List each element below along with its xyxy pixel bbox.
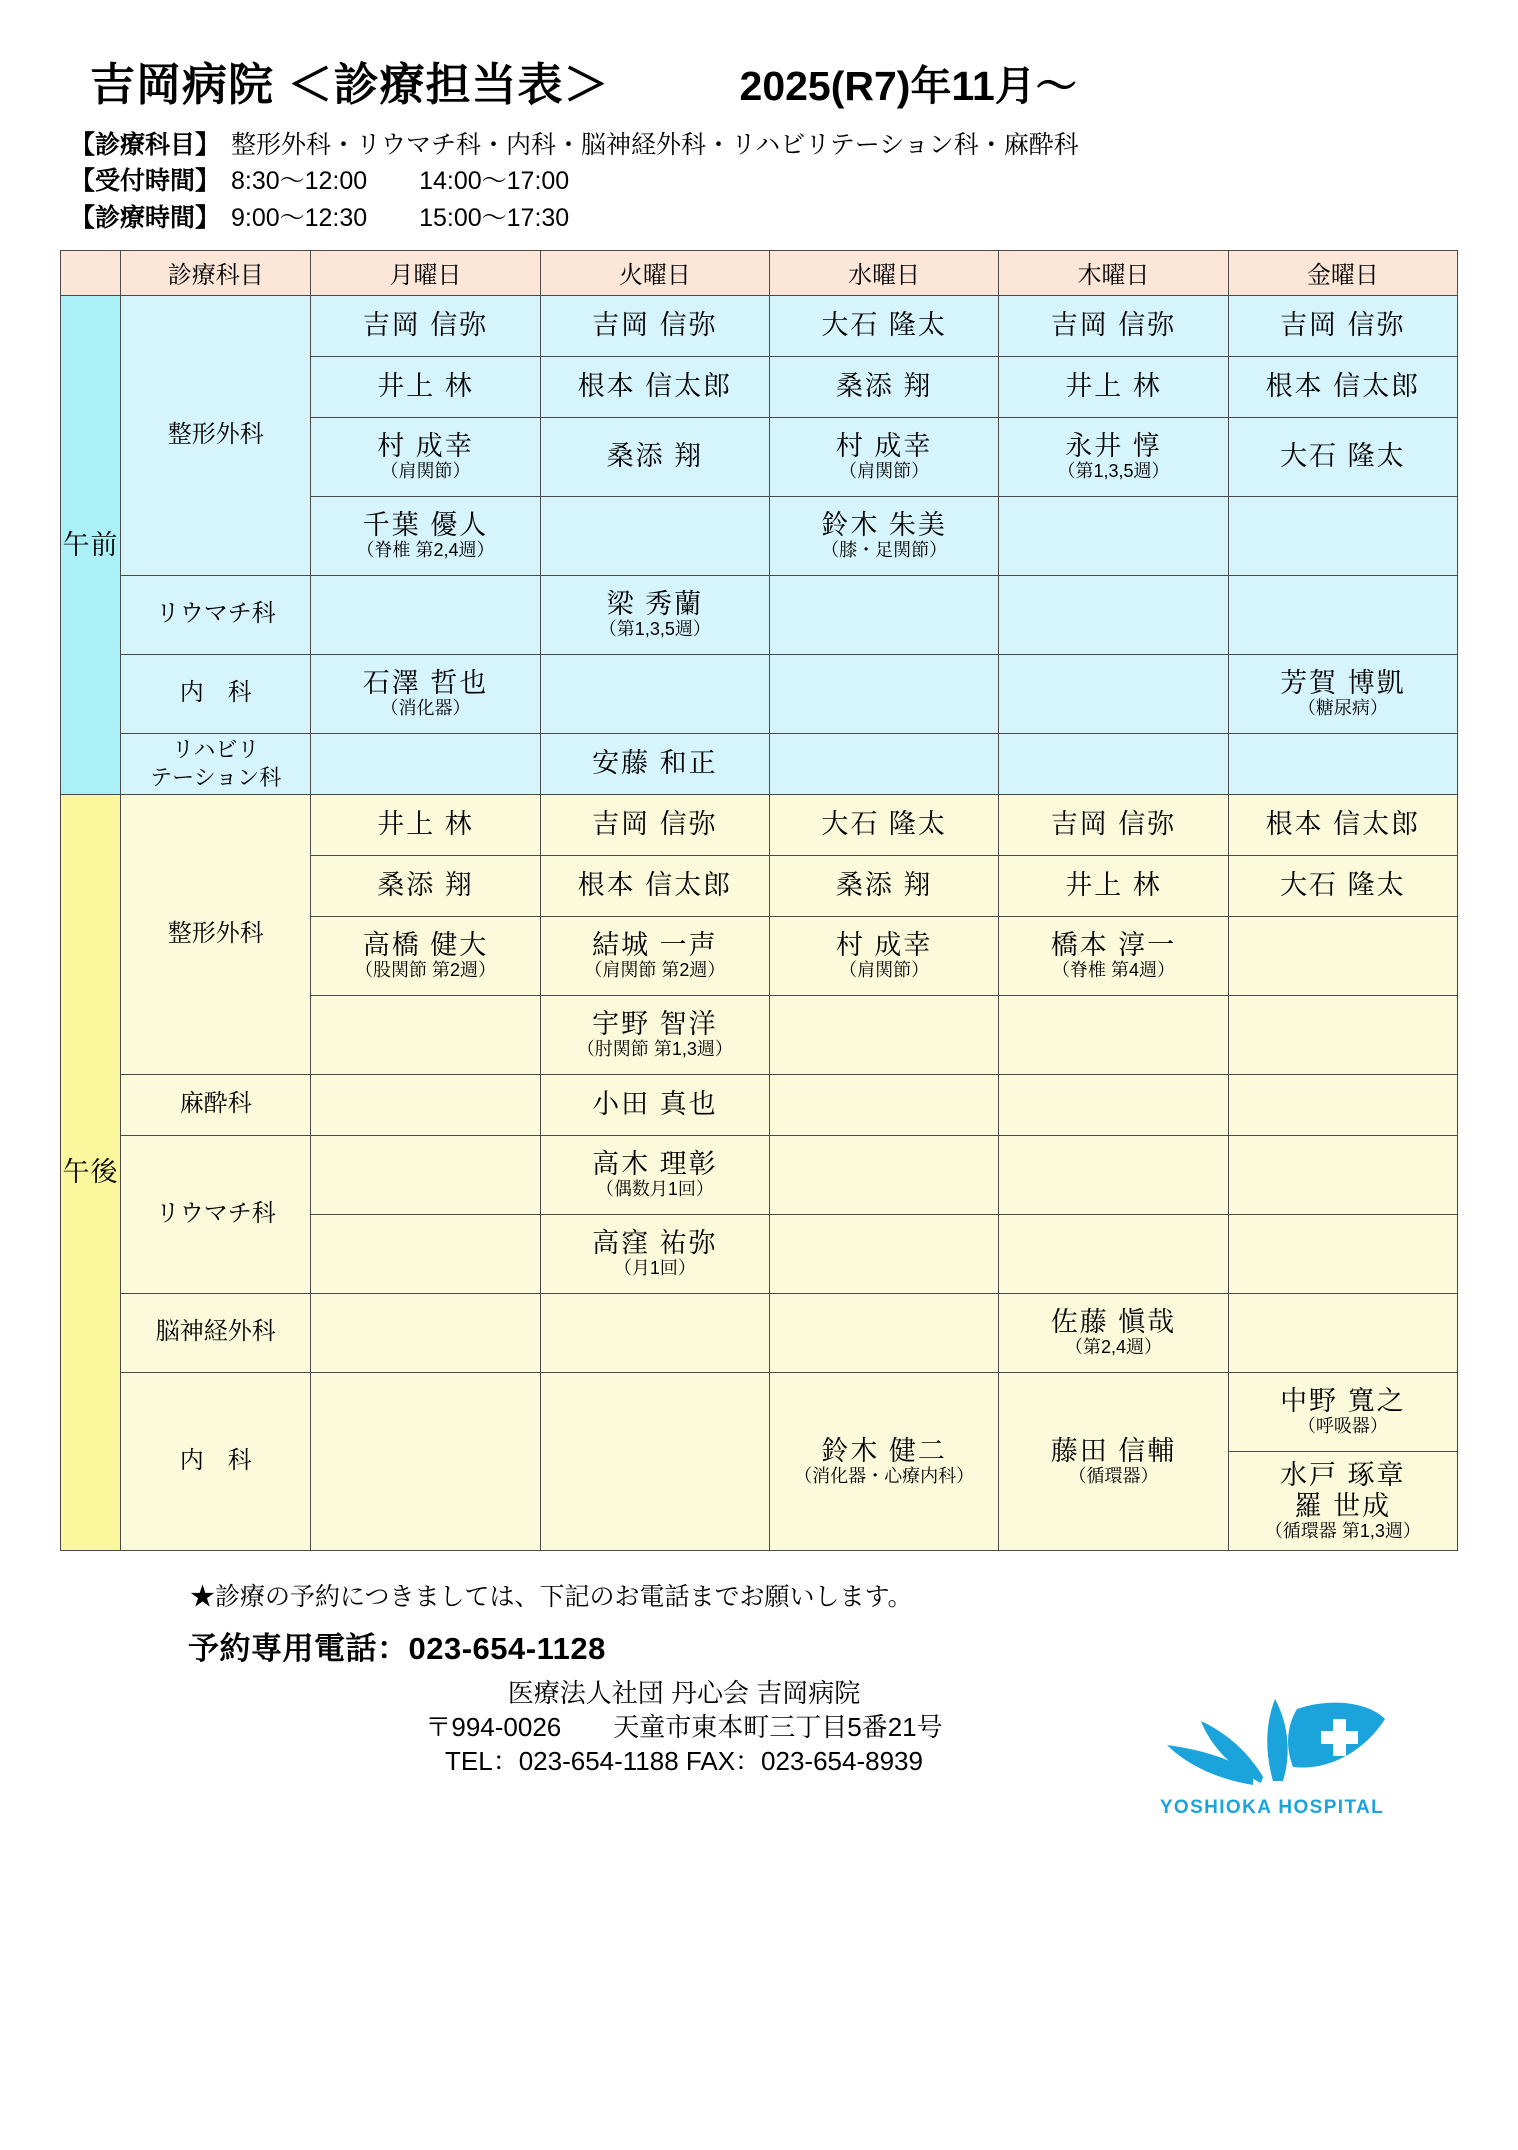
cell-wed: [770, 575, 999, 654]
doctor-name: 村 成幸: [835, 431, 933, 462]
doctor-name: 井上 林: [377, 809, 474, 840]
header-friday: 金曜日: [1228, 250, 1457, 295]
cell-tue: [540, 654, 769, 733]
doctor-name: 吉岡 信弥: [1050, 310, 1177, 341]
cell-fri: [1228, 575, 1457, 654]
cell-tue: [540, 855, 769, 916]
doctor-note: （呼吸器）: [1297, 1416, 1388, 1437]
doctor-name: 根本 信太郎: [577, 870, 733, 901]
info-value: 整形外科・リウマチ科・内科・脳神経外科・リハビリテーション科・麻酔科: [230, 131, 1079, 159]
cell-fri: [1228, 1135, 1457, 1214]
doctor-name: 桑添 翔: [835, 371, 933, 402]
doctor-name: 橋本 淳一: [1050, 930, 1177, 961]
cell-wed: [770, 1135, 999, 1214]
cell-mon: [311, 654, 540, 733]
doctor-name: 永井 惇: [1065, 431, 1162, 462]
cell-thu: [999, 356, 1228, 417]
doctor-name: 大石 隆太: [1280, 870, 1406, 901]
info-line-departments: [70, 127, 1458, 163]
cell-mon: [311, 733, 540, 794]
info-label: 【診療時間】: [70, 203, 221, 232]
doctor-name: 鈴木 健二: [821, 1435, 947, 1466]
doctor-name: 安藤 和正: [592, 748, 718, 779]
info-value: 9:00〜12:30: [230, 203, 368, 232]
doctor-note: （肩関節 第2週）: [584, 960, 726, 981]
table-header-row: [61, 250, 1458, 295]
cell-tue: [540, 1372, 769, 1550]
doctor-name: 桑添 翔: [606, 441, 704, 472]
cell-fri: [1228, 654, 1457, 733]
cell-wed: [770, 855, 999, 916]
cell-thu: [999, 496, 1228, 575]
doctor-note: （月1回）: [613, 1258, 696, 1279]
cell-mon: [311, 1214, 540, 1293]
cell-tue: [540, 995, 769, 1074]
cell-thu: [999, 1293, 1228, 1372]
doctor-name: 大石 隆太: [821, 809, 947, 840]
schedule-table: [60, 250, 1458, 1551]
cell-fri: [1228, 1451, 1457, 1550]
cell-mon: [311, 356, 540, 417]
cell-fri: [1228, 916, 1457, 995]
cell-wed: [770, 1372, 999, 1550]
doctor-name: 井上 林: [1065, 870, 1162, 901]
doctor-name: 井上 林: [377, 371, 474, 402]
doctor-name: 大石 隆太: [1280, 441, 1406, 472]
table-row: [61, 295, 1458, 356]
info-line-reception: [70, 163, 1458, 199]
doctor-name-second: 羅 世成: [1294, 1490, 1392, 1521]
doctor-name: 佐藤 愼哉: [1050, 1307, 1177, 1338]
header-tuesday: 火曜日: [540, 250, 769, 295]
header-blank: [61, 250, 121, 295]
doctor-name: 水戸 琢章: [1280, 1459, 1406, 1490]
cell-tue: [540, 794, 769, 855]
doctor-note: （偶数月1回）: [595, 1179, 714, 1200]
doctor-name: 藤田 信輔: [1050, 1435, 1177, 1466]
cell-fri: [1228, 1293, 1457, 1372]
doctor-name: 小田 真也: [592, 1089, 718, 1120]
table-row: [61, 1372, 1458, 1451]
doctor-name: 井上 林: [1065, 371, 1162, 402]
doctor-name: 千葉 優人: [362, 510, 489, 541]
cell-fri: [1228, 417, 1457, 496]
cell-wed: [770, 794, 999, 855]
doctor-note: （肘関節 第1,3週）: [576, 1039, 733, 1060]
table-row: [61, 1135, 1458, 1214]
doctor-name: 結城 一声: [592, 930, 718, 961]
organization-name: 医療法人社団 丹心会 吉岡病院: [507, 1677, 861, 1708]
cell-wed: [770, 1293, 999, 1372]
cell-tue: [540, 356, 769, 417]
table-row: [61, 733, 1458, 794]
cell-mon: [311, 575, 540, 654]
cell-thu: [999, 417, 1228, 496]
cell-fri: [1228, 295, 1457, 356]
dept-label-rehab-am: [121, 733, 311, 794]
dept-label-neuro-pm: 脳神経外科: [121, 1293, 311, 1372]
dept-label-rheuma-am: リウマチ科: [121, 575, 311, 654]
table-row: [61, 794, 1458, 855]
period-label-am: [61, 295, 121, 794]
doctor-name: 梁 秀蘭: [606, 589, 704, 620]
table-row: [61, 654, 1458, 733]
table-row: [61, 575, 1458, 654]
doctor-name: 石澤 哲也: [362, 668, 489, 699]
doctor-name: 根本 信太郎: [577, 371, 733, 402]
cell-mon: [311, 1135, 540, 1214]
cell-tue: [540, 1135, 769, 1214]
cell-mon: [311, 916, 540, 995]
cell-mon: [311, 295, 540, 356]
cell-fri: [1228, 356, 1457, 417]
cell-wed: [770, 356, 999, 417]
tel-fax-line: TEL：023-654-1188 FAX：023-654-8939: [445, 1746, 923, 1777]
cell-tue: [540, 733, 769, 794]
doctor-name: 吉岡 信弥: [1280, 310, 1406, 341]
dept-label-rehab-line1: リハビリ: [172, 737, 260, 763]
cell-wed: [770, 1214, 999, 1293]
cell-fri: [1228, 995, 1457, 1074]
cell-thu: [999, 794, 1228, 855]
cell-wed: [770, 295, 999, 356]
cell-tue: [540, 295, 769, 356]
cell-tue: [540, 1293, 769, 1372]
cell-mon: [311, 995, 540, 1074]
doctor-note: （循環器 第1,3週）: [1264, 1521, 1421, 1542]
doctor-name: 根本 信太郎: [1265, 809, 1421, 840]
doctor-note: （脊椎 第2,4週）: [356, 540, 495, 561]
doctor-name: 大石 隆太: [821, 310, 947, 341]
cell-thu: [999, 575, 1228, 654]
table-row: [61, 1293, 1458, 1372]
dept-label-internal-pm: 内 科: [121, 1372, 311, 1550]
cell-wed: [770, 654, 999, 733]
cell-fri: [1228, 855, 1457, 916]
cell-tue: [540, 575, 769, 654]
cell-fri: [1228, 1214, 1457, 1293]
dept-label-anesthesia-pm: 麻酔科: [121, 1074, 311, 1135]
cell-thu: [999, 1372, 1228, 1550]
doctor-name: 芳賀 博凱: [1280, 668, 1406, 699]
table-body: [61, 295, 1458, 1550]
doctor-note: （肩関節）: [839, 461, 930, 482]
period-label-am-text: 午前: [62, 529, 119, 560]
doctor-note: （循環器）: [1068, 1465, 1159, 1486]
cell-thu: [999, 1214, 1228, 1293]
doctor-note: （肩関節）: [380, 461, 471, 482]
reservation-note: ★診療の予約につきましては、下記のお電話までお願いします。: [190, 1582, 913, 1611]
info-label: 【診療科目】: [70, 131, 221, 159]
cell-tue: [540, 1214, 769, 1293]
doctor-note: （膝・足関節）: [821, 540, 948, 561]
postal-address: 〒994-0026 天童市東本町三丁目5番21号: [425, 1712, 943, 1743]
cell-tue: [540, 916, 769, 995]
dept-label-internal-am: 内 科: [121, 654, 311, 733]
cell-thu: [999, 733, 1228, 794]
dept-label-ortho-am: 整形外科: [121, 295, 311, 575]
logo-mark: [1157, 1693, 1387, 1793]
doctor-name: 吉岡 信弥: [592, 310, 718, 341]
hospital-logo: [1142, 1693, 1402, 1819]
cell-wed: [770, 916, 999, 995]
cell-wed: [770, 496, 999, 575]
doctor-name: 高窪 祐弥: [592, 1228, 718, 1259]
cell-wed: [770, 733, 999, 794]
leaf-cross-logo-icon: [1157, 1693, 1387, 1793]
doctor-name: 高橋 健大: [362, 930, 489, 961]
page-title: 吉岡病院 ＜診療担当表＞: [90, 59, 610, 110]
doctor-name: 高木 理彰: [592, 1149, 718, 1180]
dept-label-rheuma-pm: リウマチ科: [121, 1135, 311, 1293]
page-header: [60, 48, 1458, 113]
page-footer: [60, 1577, 1458, 1827]
cell-fri: [1228, 1372, 1457, 1451]
doctor-name: 吉岡 信弥: [1050, 809, 1177, 840]
cell-tue: [540, 1074, 769, 1135]
cell-wed: [770, 417, 999, 496]
doctor-note: （糖尿病）: [1297, 698, 1388, 719]
cell-thu: [999, 654, 1228, 733]
doctor-note: （股関節 第2週）: [355, 960, 497, 981]
cell-mon: [311, 1074, 540, 1135]
cell-thu: [999, 855, 1228, 916]
cell-thu: [999, 995, 1228, 1074]
doctor-note: （脊椎 第4週）: [1051, 960, 1175, 981]
cell-mon: [311, 1372, 540, 1550]
doctor-name: 吉岡 信弥: [362, 310, 489, 341]
header-thursday: 木曜日: [999, 250, 1228, 295]
cell-mon: [311, 794, 540, 855]
doctor-name: 桑添 翔: [377, 870, 474, 901]
info-value-second: 14:00〜17:00: [419, 167, 570, 196]
header-department: 診療科目: [121, 250, 311, 295]
info-value-second: 15:00〜17:30: [419, 203, 570, 232]
cell-thu: [999, 1135, 1228, 1214]
reservation-phone: 予約専用電話：023-654-1128: [188, 1630, 606, 1666]
doctor-name: 中野 寬之: [1280, 1386, 1406, 1417]
doctor-note: （消化器・心療内科）: [794, 1465, 975, 1486]
period-label-pm-text: 午後: [62, 1157, 119, 1188]
cell-mon: [311, 496, 540, 575]
info-value: 8:30〜12:00: [230, 167, 368, 196]
cell-fri: [1228, 794, 1457, 855]
doctor-note: （肩関節）: [839, 960, 930, 981]
cell-mon: [311, 855, 540, 916]
doctor-name: 鈴木 朱美: [821, 510, 947, 541]
doctor-name: 宇野 智洋: [592, 1009, 718, 1040]
cell-thu: [999, 1074, 1228, 1135]
cell-wed: [770, 1074, 999, 1135]
info-block: [60, 127, 1458, 236]
cell-fri: [1228, 496, 1457, 575]
doctor-name: 村 成幸: [835, 930, 933, 961]
doctor-note: （第1,3,5週）: [1057, 461, 1170, 482]
dept-label-ortho-pm: 整形外科: [121, 794, 311, 1074]
cell-fri: [1228, 1074, 1457, 1135]
dept-label-rehab-line2: テーション科: [150, 764, 282, 790]
doctor-name: 根本 信太郎: [1265, 371, 1421, 402]
table-row: [61, 1074, 1458, 1135]
cell-tue: [540, 417, 769, 496]
period-label-pm: [61, 794, 121, 1550]
doctor-note: （第1,3,5週）: [598, 619, 711, 640]
info-label: 【受付時間】: [70, 167, 221, 196]
doctor-note: （消化器）: [380, 698, 471, 719]
cell-mon: [311, 417, 540, 496]
cell-wed: [770, 995, 999, 1074]
cell-thu: [999, 916, 1228, 995]
cell-tue: [540, 496, 769, 575]
period-title: 2025(R7)年11月〜: [739, 63, 1077, 109]
doctor-name: 桑添 翔: [835, 870, 933, 901]
header-monday: 月曜日: [311, 250, 540, 295]
cell-thu: [999, 295, 1228, 356]
logo-text: YOSHIOKA HOSPITAL: [1159, 1796, 1385, 1818]
info-line-consultation: [70, 200, 1458, 236]
doctor-note: （第2,4週）: [1064, 1337, 1162, 1358]
cell-mon: [311, 1293, 540, 1372]
doctor-name: 吉岡 信弥: [592, 809, 718, 840]
doctor-name: 村 成幸: [377, 431, 474, 462]
header-wednesday: 水曜日: [770, 250, 999, 295]
cell-fri: [1228, 733, 1457, 794]
